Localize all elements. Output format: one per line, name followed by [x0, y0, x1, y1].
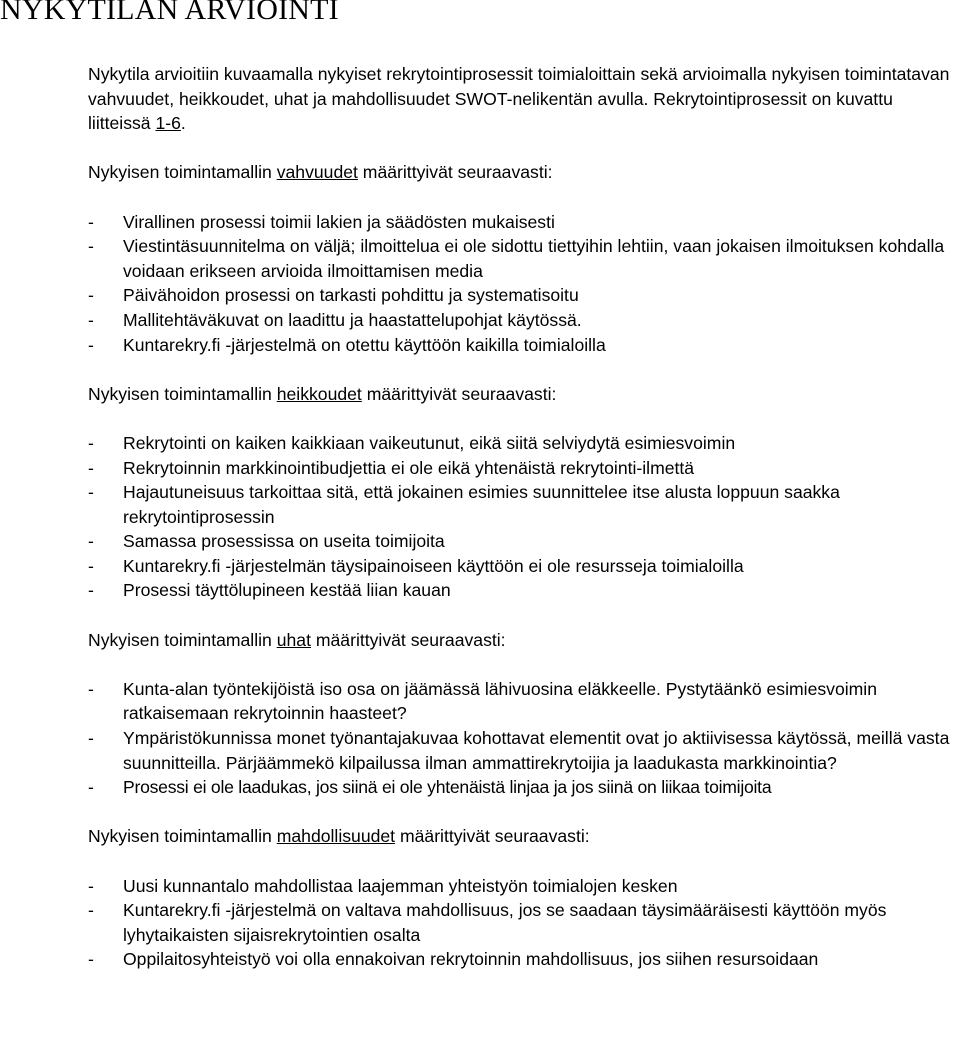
list-item: - Mallitehtäväkuvat on laadittu ja haastattelupohjat käytössä.: [88, 308, 958, 333]
bullet-dash: -: [88, 432, 94, 453]
section-heading-prefix: Nykyisen toimintamallin: [88, 826, 277, 847]
bullet-dash: -: [88, 728, 94, 749]
bullet-dash: -: [88, 678, 94, 699]
bullet-dash: -: [88, 482, 94, 503]
bullet-dash: -: [88, 900, 94, 921]
intro-paragraph: [88, 62, 958, 136]
bullet-dash: -: [88, 949, 94, 970]
intro-text: Nykytila arvioitiin kuvaamalla nykyiset rekrytointiprosessit toimialoittain sekä arvioimalla nykyisen toimintatavan vahvuudet, heikkoudet, uhat ja mahdollisuudet SWOT-nelikentän avulla. Rekrytointiprosessit on kuvattu liitteissä: [88, 64, 950, 134]
list-item: - Kuntarekry.fi -järjestelmä on valtava mahdollisuus, jos se saadaan täysimääräisesti käyttöön myös lyhytaikaisten sijaisrekrytointien osalta: [88, 900, 887, 945]
appendix-reference-link[interactable]: 1-6: [155, 113, 181, 134]
section-heading-threats: [88, 628, 958, 653]
list-item: - Uusi kunnantalo mahdollistaa laajemman yhteistyön toimialojen kesken: [88, 874, 958, 899]
threats-list: [88, 677, 958, 800]
bullet-dash: -: [88, 211, 94, 232]
bullet-dash: -: [88, 334, 94, 355]
bullet-dash: -: [88, 555, 94, 576]
section-heading-strengths: [88, 160, 958, 185]
section-heading-prefix: Nykyisen toimintamallin: [88, 629, 277, 650]
section-heading-weaknesses: [88, 382, 958, 407]
list-item: - Prosessi täyttölupineen kestää liian kauan: [88, 578, 958, 603]
bullet-dash: -: [88, 531, 94, 552]
bullet-dash: -: [88, 309, 94, 330]
strengths-list: [88, 210, 958, 358]
list-item: - Kunta-alan työntekijöistä iso osa on jäämässä lähivuosina eläkkeelle. Pystytäänkö esimiesvoimin ratkaisemaan rekrytoinnin haasteet?: [88, 678, 877, 724]
intro-end: .: [180, 113, 186, 134]
section-heading-suffix: määrittyivät seuraavasti:: [361, 383, 557, 404]
section-heading-opportunities: [88, 824, 958, 849]
section-heading-prefix: Nykyisen toimintamallin: [88, 383, 277, 404]
section-heading-suffix: määrittyivät seuraavasti:: [357, 162, 553, 183]
list-item: - Kuntarekry.fi -järjestelmän täysipainoiseen käyttöön ei ole resursseja toimialoilla: [88, 554, 958, 579]
section-keyword-strengths: vahvuudet: [276, 162, 358, 183]
list-item: - Viestintäsuunnitelma on väljä; ilmoittelua ei ole sidottu tiettyihin lehtiin, vaan jokaisen ilmoituksen kohdalla voidaan erikseen arvioida ilmoittamisen media: [88, 236, 945, 281]
list-item: - Oppilaitosyhteistyö voi olla ennakoivan rekrytoinnin mahdollisuus, jos siihen resursoidaan: [88, 947, 958, 972]
bullet-dash: -: [88, 457, 94, 478]
list-item: - Rekrytoinnin markkinointibudjettia ei ole eikä yhtenäistä rekrytointi-ilmettä: [88, 456, 958, 481]
bullet-dash: -: [88, 580, 94, 601]
list-item: - Päivähoidon prosessi on tarkasti pohdittu ja systematisoitu: [88, 283, 958, 308]
bullet-dash: -: [88, 285, 94, 306]
list-item: - Virallinen prosessi toimii lakien ja säädösten mukaisesti: [88, 210, 958, 235]
bullet-dash: -: [88, 875, 94, 896]
section-keyword-opportunities: mahdollisuudet: [276, 826, 396, 847]
section-keyword-weaknesses: heikkoudet: [276, 383, 362, 404]
bullet-dash: -: [88, 777, 94, 798]
section-keyword-threats: uhat: [276, 629, 311, 650]
list-item: - Samassa prosessissa on useita toimijoita: [88, 529, 958, 554]
weaknesses-list: [88, 431, 958, 603]
section-heading-suffix: määrittyivät seuraavasti:: [395, 826, 590, 847]
bullet-dash: -: [88, 236, 94, 257]
section-heading-suffix: määrittyivät seuraavasti:: [310, 629, 506, 650]
list-item: - Kuntarekry.fi -järjestelmä on otettu käyttöön kaikilla toimialoilla: [88, 333, 958, 358]
list-item: - Hajautuneisuus tarkoittaa sitä, että jokainen esimies suunnittelee itse alusta loppuun saakka rekrytointiprosessin: [88, 482, 840, 527]
opportunities-list: [88, 874, 958, 972]
document-body: [88, 62, 958, 972]
list-item: - Rekrytointi on kaiken kaikkiaan vaikeutunut, eikä siitä selviydytä esimiesvoimin: [88, 431, 958, 456]
list-item: - Ympäristökunnissa monet työnantajakuvaa kohottavat elementit ovat jo aktiivisessa käytössä, meillä vasta suunnitteilla. Pärjäämmekö kilpailussa ilman ammattirekrytoijia ja laadukasta markkinointia?: [88, 728, 950, 773]
page-title: NYKYTILAN ARVIOINTI: [0, 0, 339, 26]
section-heading-prefix: Nykyisen toimintamallin: [88, 162, 277, 183]
list-item: - Prosessi ei ole laadukas, jos siinä ei ole yhtenäistä linjaa ja jos siinä on liikaa toimijoita: [88, 775, 958, 800]
